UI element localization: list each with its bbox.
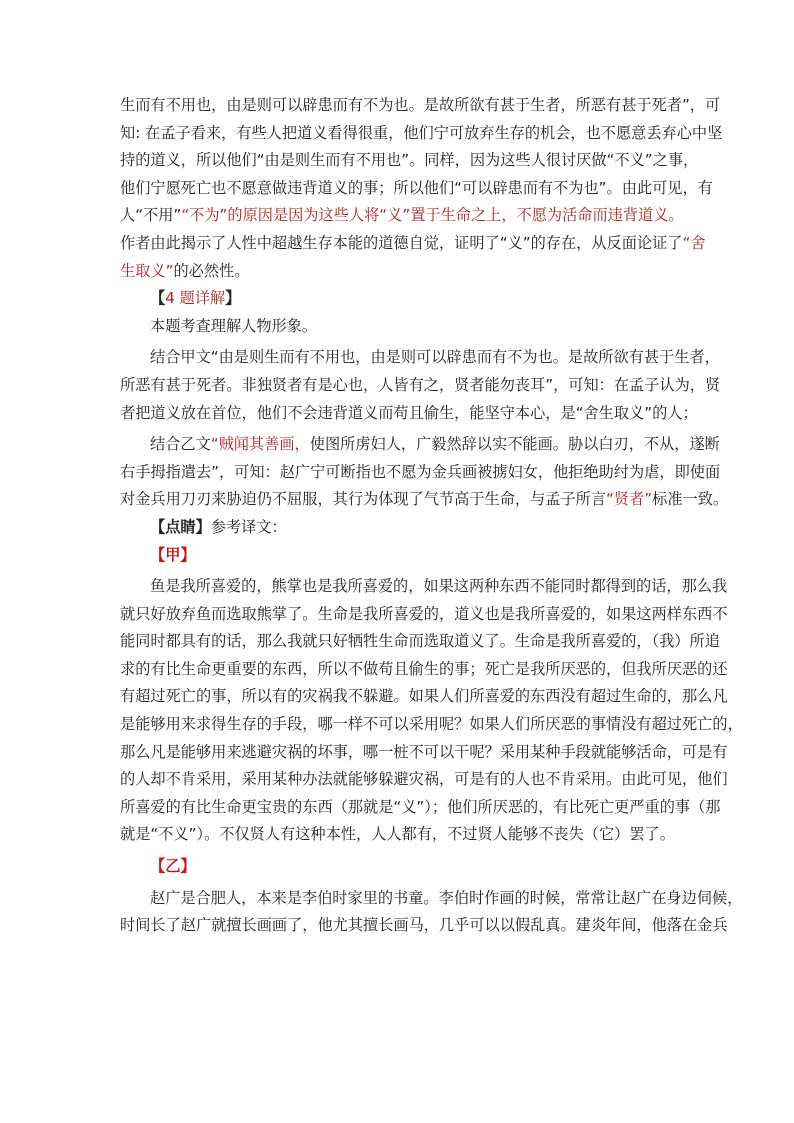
q4-heading bbox=[120, 285, 678, 313]
para1-line-6-red: “舍 bbox=[682, 233, 706, 252]
para1-line-5 bbox=[120, 202, 684, 230]
q4-p2-line-2: 右手拇指遣去”，可知：赵广宁可断指也不愿为金兵画被掳妇女，他拒绝助纣为虐，即使面 bbox=[120, 462, 721, 481]
q4-intro: 本题考查理解人物形象。 bbox=[150, 316, 318, 335]
yi-line: 赵广是合肥人，本来是李伯时家里的书童。李伯时作画的时候，常常让赵广在身边伺候， bbox=[150, 888, 743, 907]
yi-heading bbox=[120, 853, 678, 881]
para1-line-1: 生而有不用也，由是则可以辟患而有不为也。是故所欲有甚于生者，所恶有甚于死者”，可 bbox=[120, 96, 721, 114]
jia-line: 鱼是我所喜爱的，熊掌也是我所喜爱的，如果这两种东西不能同时都得到的话，那么我 bbox=[150, 577, 728, 596]
para1-line-7 bbox=[120, 258, 678, 286]
para1-line-2: 知: 在孟子看来，有些人把道义看得很重，他们宁可放弃生存的机会，也不愿意丢弃心中坚 bbox=[120, 123, 723, 142]
yi-heading-label: 【乙】 bbox=[150, 857, 196, 876]
q4-p1-line-2: 所恶有甚于死者。非独贤者有是心也，人皆有之，贤者能勿丧耳”，可知：在孟子认为，贤 bbox=[120, 375, 721, 394]
para1-line-5-red: “不为”的原因是因为这些人将“义”置于生命之上，不愿为活命而违背道义。 bbox=[181, 206, 684, 225]
jia-line: 那么凡是能够用来逃避灾祸的坏事，哪一桩不可以干呢？采用某种手段就能够活命，可是有 bbox=[120, 742, 728, 761]
jia-line: 能同时都具有的话，那么我就只好牺牲生命而选取道义了。生命是我所喜爱的，（我）所追 bbox=[120, 632, 720, 651]
q4-p2-line-1 bbox=[120, 431, 720, 459]
q4-p1-line-1: 结合甲文“由是则生而有不用也，由是则可以辟患而有不为也。是故所欲有甚于生者， bbox=[150, 348, 720, 367]
q4-p2-line-1-post: 使图所虏妇人，广毅然辞以实不能画。胁以白刃，不从，遂断 bbox=[309, 435, 720, 454]
yi-line: 时间长了赵广就擅长画画了，他尤其擅长画马，几乎可以以假乱真。建炎年间，他落在金兵 bbox=[120, 916, 728, 935]
jia-line: 就是“不义”）。不仅贤人有这种本性，人人都有，不过贤人能够不丧失（它）罢了。 bbox=[120, 825, 675, 844]
q4-bracket-open: 【 bbox=[150, 289, 166, 308]
para1-line-6 bbox=[120, 230, 706, 258]
q4-p2-line-3-red: “贤者” bbox=[606, 490, 653, 509]
dianjing-bracket: 【点睛】 bbox=[150, 517, 211, 536]
q4-p2-line-1-red: “贼闻其善画， bbox=[210, 435, 310, 454]
dianjing-heading bbox=[120, 514, 678, 542]
jia-heading bbox=[120, 542, 678, 570]
document-page bbox=[120, 92, 743, 940]
q4-p2-line-3 bbox=[120, 486, 729, 514]
jia-line: 就只好放弃鱼而选取熊掌了。生命是我所喜爱的，道义也是我所喜爱的，如果这两样东西不 bbox=[120, 604, 728, 623]
para1-line-7-red: 生取义” bbox=[120, 261, 174, 280]
q4-p2-line-1-pre: 结合乙文 bbox=[150, 435, 211, 454]
jia-line: 所喜爱的有比生命更宝贵的东西（那就是“义”）；他们所厌恶的，有比死亡更严重的事（那 bbox=[120, 797, 721, 816]
q4-heading-label: 4 题详解 bbox=[165, 289, 226, 308]
para1-line-3: 持的道义，所以他们“由是则生而有不用也”。同样，因为这些人很讨厌做“不义”之事， bbox=[120, 151, 699, 170]
jia-line: 的人却不肯采用，采用某种办法就能够躲避灾祸，可是有的人也不肯采用。由此可见，他们 bbox=[120, 770, 728, 789]
para1-line-7-text: 的必然性。 bbox=[173, 261, 250, 280]
para1-line-6-text: 作者由此揭示了人性中超越生存本能的道德自觉，证明了“义”的存在，从反面论证了 bbox=[120, 233, 683, 252]
q4-p2-line-3-pre: 对金兵用刀刃来胁迫仍不屈服，其行为体现了气节高于生命，与孟子所言 bbox=[120, 490, 606, 509]
q4-p2-line-3-post: 标准一致。 bbox=[652, 490, 729, 509]
para1-line-4: 他们宁愿死亡也不愿意做违背道义的事；所以他们“可以辟患而有不为也”。由此可见，有 bbox=[120, 178, 713, 197]
jia-line: 是能够用来求得生存的手段，哪一样不可以采用呢？如果人们所厌恶的事情没有超过死亡的， bbox=[120, 715, 743, 734]
dianjing-text: 参考译文： bbox=[210, 517, 287, 536]
q4-bracket-close: 】 bbox=[225, 289, 241, 308]
para1-line-5-text: 人“不用” bbox=[120, 206, 182, 225]
jia-line: 有超过死亡的事，所以有的灾祸我不躲避。如果人们所喜爱的东西没有超过生命的，那么凡 bbox=[120, 687, 728, 706]
jia-line: 求的有比生命更重要的东西，所以不做苟且偷生的事；死亡是我所厌恶的，但我所厌恶的还 bbox=[120, 659, 728, 678]
jia-heading-label: 【甲】 bbox=[150, 545, 196, 564]
q4-p1-line-3: 者把道义放在首位，他们不会违背道义而苟且偷生，能坚守本心，是“舍生取义”的人； bbox=[120, 403, 698, 422]
